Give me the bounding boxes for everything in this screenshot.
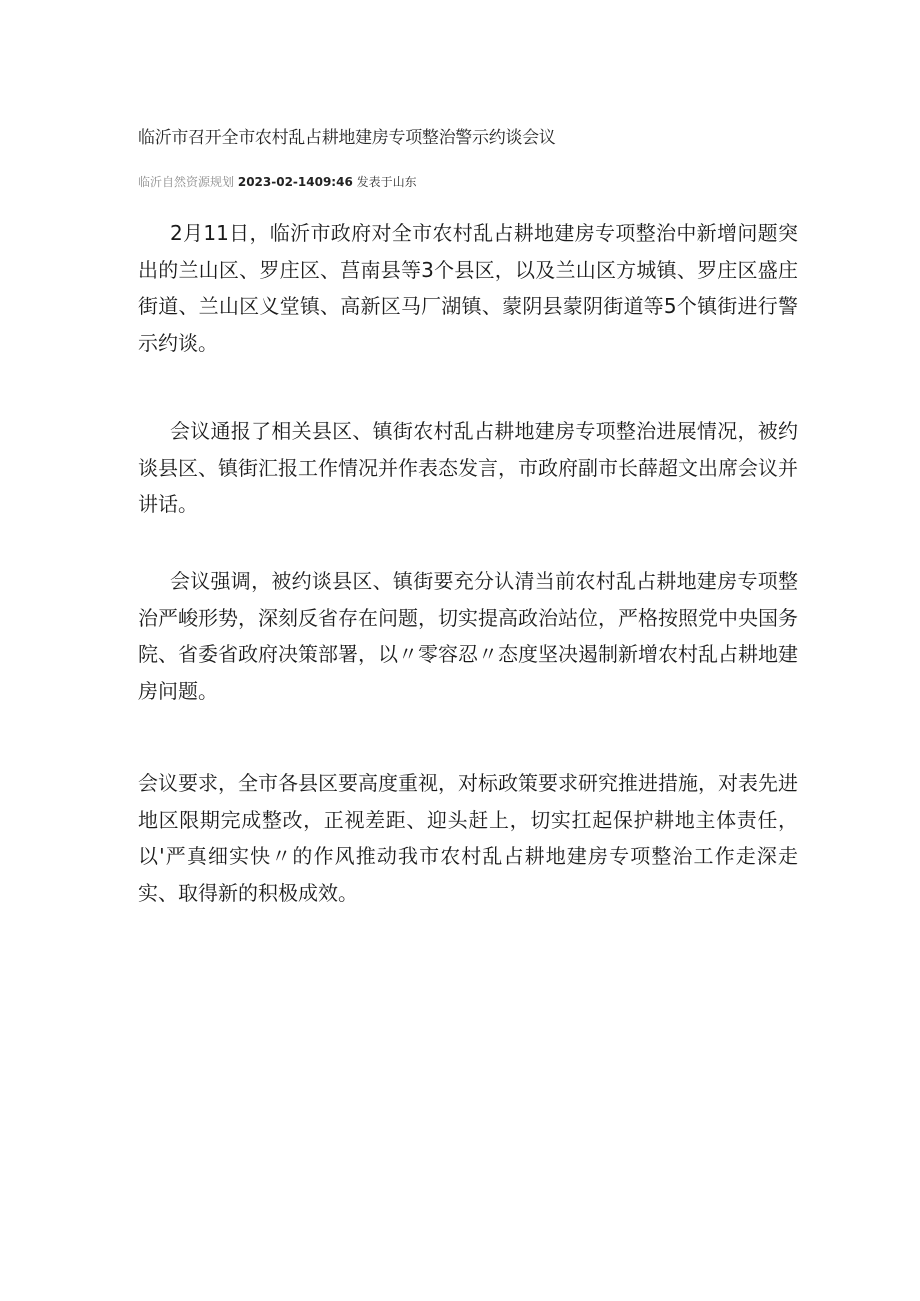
article-paragraph-1: 2月11日，临沂市政府对全市农村乱占耕地建房专项整治中新增问题突出的兰山区、罗庄区、莒南县等3个县区，以及兰山区方城镇、罗庄区盛庄街道、兰山区义堂镇、高新区马厂湖镇、蒙阴县蒙阴街道等5个镇街进行警示约谈。 — [138, 221, 798, 355]
article-paragraph-2: 会议通报了相关县区、镇街农村乱占耕地建房专项整治进展情况，被约谈县区、镇街汇报工作情况并作表态发言，市政府副市长薛超文出席会议并讲话。 — [138, 419, 798, 516]
article-title: 临沂市召开全市农村乱占耕地建房专项整治警示约谈会议 — [138, 128, 556, 148]
article-timestamp: 2023-02-1409:46 — [237, 175, 353, 189]
article-paragraph-4: 会议要求，全市各县区要高度重视，对标政策要求研究推进措施，对表先进地区限期完成整改，正视差距、迎头赶上，切实扛起保护耕地主体责任，以'严真细实快〃的作风推动我市农村乱占耕地建房专项整治工作走深走实、取得新的积极成效。 — [138, 771, 798, 905]
article-published-location: 发表于山东 — [356, 175, 417, 189]
article-meta — [138, 173, 738, 191]
article-paragraph-3: 会议强调，被约谈县区、镇街要充分认清当前农村乱占耕地建房专项整治严峻形势，深刻反省存在问题，切实提高政治站位，严格按照党中央国务院、省委省政府决策部署，以〃零容忍〃态度坚决遏制新增农村乱占耕地建房问题。 — [138, 569, 798, 703]
article-source: 临沂自然资源规划 — [138, 175, 235, 189]
